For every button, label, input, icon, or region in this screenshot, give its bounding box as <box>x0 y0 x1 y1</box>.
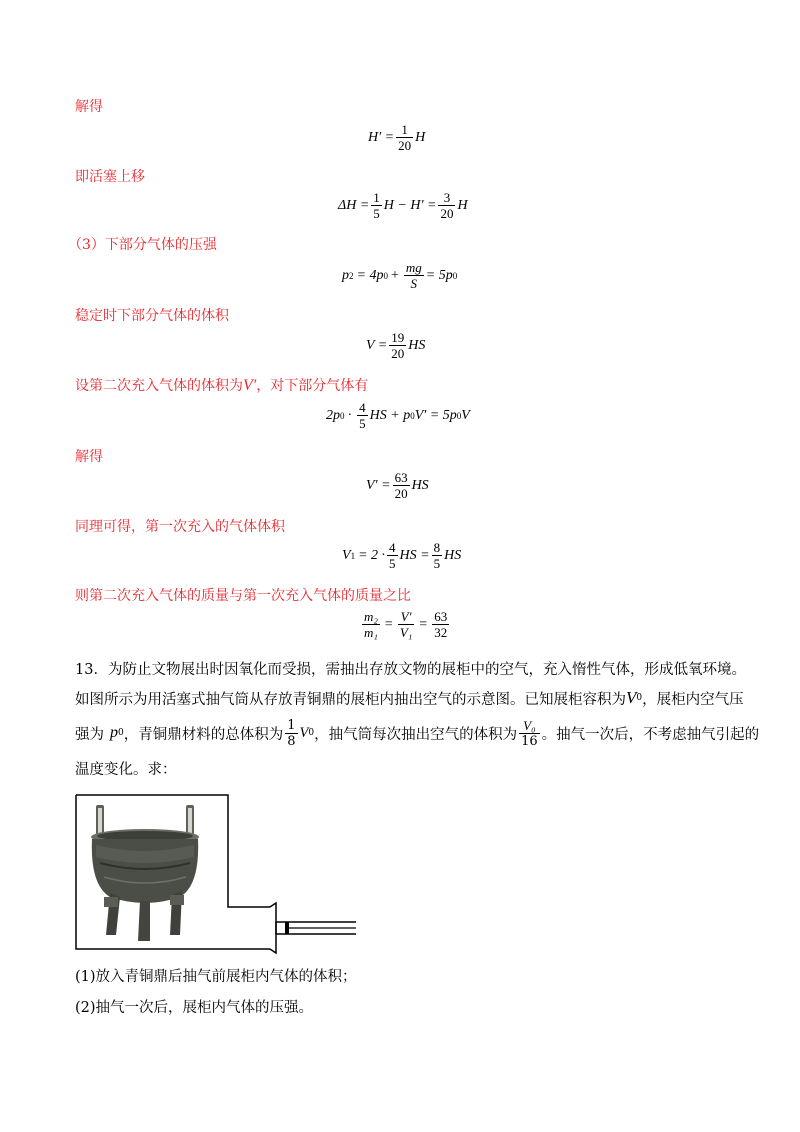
equation-v1: V 1 = 2 · $\frac{4}{5}$ HS = $\frac{8}{5}$ HS <box>342 540 462 571</box>
problem-line-1: 13．为防止文物展出时因氧化而受损，需抽出存放文物的展柜中的空气，充入惰性气体，形成低氧环境。 <box>75 661 746 678</box>
solution-text-3: （3）下部分气体的压强 <box>68 237 217 253</box>
solution-text-4: 稳定时下部分气体的体积 <box>75 308 229 324</box>
equation-v: V = $\frac{19}{20}$ HS <box>366 330 426 361</box>
problem-13-text <box>75 653 760 783</box>
equation-v-prime: V′ = $\frac{63}{20}$ HS <box>366 470 429 501</box>
valve-icon <box>270 903 276 953</box>
equation-boyle: 2p 0 · $\frac{4}{5}$ HS + p 0 V′ = 5p 0 V <box>326 400 470 431</box>
equation-mass-ratio: $\frac{\text{m₂}}{\text{m₁}}$ = $\frac{V'}{\text{V₁}}$ = $\frac{63}{32}$ <box>364 609 448 640</box>
solution-text-2: 即活塞上移 <box>75 169 145 185</box>
problem-line-4: 温度变化。求： <box>75 761 177 778</box>
question-1: (1)放入青铜鼎后抽气前展柜内气体的体积； <box>75 969 357 985</box>
cabinet-pump-diagram <box>60 785 370 955</box>
bronze-ding-icon <box>91 805 199 941</box>
problem-line-3: 强为 p 0 ，青铜鼎材料的总体积为 $\frac{1}{8}$ V 0 ，抽气筒每次抽出空气的体积为 $\frac{\text{V₀}}{16}$ 。抽气一次后，不考虑抽气引起的 <box>75 717 760 749</box>
equation-h-prime: H′ = $\frac{1}{20}$ H <box>368 122 426 153</box>
solution-text-6: 解得 <box>75 449 103 465</box>
equation-p2: p 2 = 4p 0 + $\frac{mg}{S}$ = 5p 0 <box>342 260 458 291</box>
solution-text-7: 同理可得，第一次充入的气体体积 <box>75 519 285 535</box>
solution-text-1: 解得 <box>75 99 103 115</box>
piston-icon <box>285 922 289 934</box>
equation-delta-h: ΔH = $\frac{1}{5}$ H − H′ = $\frac{3}{20}$ H <box>338 190 468 221</box>
problem-line-2: 如图所示为用活塞式抽气筒从存放青铜鼎的展柜内抽出空气的示意图。已知展柜容积为 V 0 ，展柜内空气压 <box>75 688 744 708</box>
solution-text-8: 则第二次充入气体的质量与第一次充入气体的质量之比 <box>75 588 411 604</box>
question-2: (2)抽气一次后，展柜内气体的压强。 <box>75 1000 314 1016</box>
solution-text-5: 设第二次充入气体的体积为V′，对下部分气体有 <box>75 377 369 394</box>
